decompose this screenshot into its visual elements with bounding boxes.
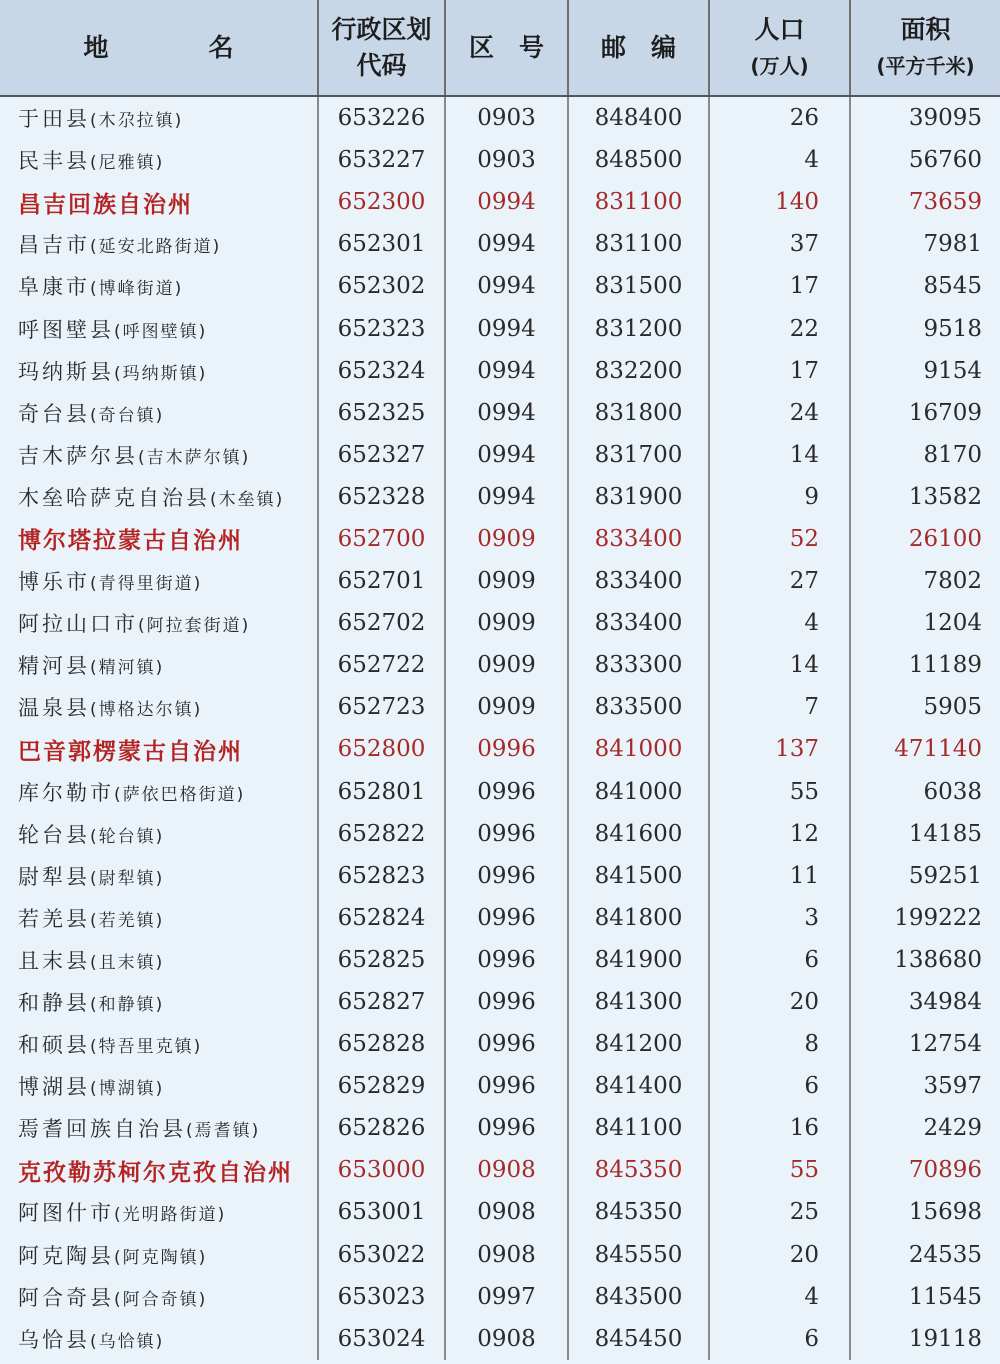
population-cell: 12 (709, 813, 850, 855)
table-row (0, 897, 1000, 939)
table-row (0, 434, 1000, 476)
area-cell: 5905 (850, 686, 1000, 728)
population-cell: 16 (709, 1107, 850, 1149)
table-row (0, 981, 1000, 1023)
seat-name: (若羌镇) (90, 910, 165, 931)
place-name: 奇台县 (18, 401, 90, 426)
admin-code-cell: 652700 (318, 518, 445, 560)
place-name: 博尔塔拉蒙古自治州 (18, 528, 243, 555)
place-name-cell (0, 350, 318, 392)
place-name-cell (0, 1065, 318, 1107)
area-code-cell: 0909 (445, 602, 568, 644)
admin-code-cell: 652327 (318, 434, 445, 476)
place-name-cell (0, 728, 318, 770)
place-name: 克孜勒苏柯尔克孜自治州 (18, 1159, 293, 1186)
seat-name: (奇台镇) (90, 405, 165, 426)
place-name: 民丰县 (18, 149, 90, 174)
admin-code-cell: 652825 (318, 939, 445, 981)
area-cell: 34984 (850, 981, 1000, 1023)
table-row (0, 644, 1000, 686)
postal-code-cell: 841100 (568, 1107, 709, 1149)
seat-name: (特吾里克镇) (90, 1037, 203, 1058)
table-row (0, 1065, 1000, 1107)
seat-name: (焉耆镇) (186, 1121, 261, 1142)
population-cell: 20 (709, 1234, 850, 1276)
postal-code-cell: 845550 (568, 1234, 709, 1276)
table-row (0, 307, 1000, 349)
table-row (0, 813, 1000, 855)
seat-name: (玛纳斯镇) (114, 363, 208, 384)
population-cell: 22 (709, 307, 850, 349)
place-name-cell (0, 602, 318, 644)
place-name-cell (0, 181, 318, 223)
postal-code-cell: 831900 (568, 476, 709, 518)
population-cell: 26 (709, 96, 850, 139)
place-name-cell (0, 307, 318, 349)
place-name: 温泉县 (18, 696, 90, 721)
place-name: 昌吉市 (18, 233, 90, 258)
population-cell: 8 (709, 1023, 850, 1065)
area-code-cell: 0908 (445, 1149, 568, 1191)
area-code-cell: 0994 (445, 265, 568, 307)
postal-code-cell: 841000 (568, 728, 709, 770)
table-row (0, 560, 1000, 602)
admin-code-cell: 652324 (318, 350, 445, 392)
seat-name: (尼雅镇) (90, 153, 165, 174)
area-cell: 8545 (850, 265, 1000, 307)
area-code-cell: 0996 (445, 1023, 568, 1065)
header-area-line-1: 面积 (900, 14, 951, 44)
postal-code-cell: 841500 (568, 855, 709, 897)
population-cell: 14 (709, 644, 850, 686)
area-code-cell: 0994 (445, 223, 568, 265)
area-code-cell: 0994 (445, 434, 568, 476)
admin-code-cell: 652301 (318, 223, 445, 265)
place-name-cell (0, 1318, 318, 1360)
seat-name: (光明路街道) (114, 1205, 227, 1226)
prefecture-row (0, 518, 1000, 560)
admin-code-cell: 653023 (318, 1276, 445, 1318)
prefecture-row (0, 728, 1000, 770)
area-cell: 11545 (850, 1276, 1000, 1318)
postal-code-cell: 833400 (568, 602, 709, 644)
admin-code-cell: 653024 (318, 1318, 445, 1360)
seat-name: (乌恰镇) (90, 1331, 165, 1352)
admin-code-cell: 652325 (318, 392, 445, 434)
area-code-cell: 0997 (445, 1276, 568, 1318)
area-code-cell: 0996 (445, 1065, 568, 1107)
header-area-code: 区 号 (445, 0, 568, 96)
area-code-cell: 0908 (445, 1318, 568, 1360)
place-name-cell (0, 644, 318, 686)
place-name-cell (0, 981, 318, 1023)
postal-code-cell: 848500 (568, 139, 709, 181)
seat-name: (青得里街道) (90, 574, 203, 595)
place-name: 若羌县 (18, 906, 90, 931)
area-cell: 199222 (850, 897, 1000, 939)
seat-name: (延安北路街道) (90, 237, 222, 258)
area-cell: 7802 (850, 560, 1000, 602)
area-cell: 16709 (850, 392, 1000, 434)
population-cell: 55 (709, 1149, 850, 1191)
area-cell: 138680 (850, 939, 1000, 981)
place-name-cell (0, 1023, 318, 1065)
seat-name: (博峰街道) (90, 279, 184, 300)
place-name-cell (0, 813, 318, 855)
postal-code-cell: 841900 (568, 939, 709, 981)
population-cell: 25 (709, 1191, 850, 1233)
table-row (0, 392, 1000, 434)
place-name: 精河县 (18, 654, 90, 679)
table-row (0, 686, 1000, 728)
seat-name: (博湖镇) (90, 1079, 165, 1100)
area-code-cell: 0996 (445, 981, 568, 1023)
area-code-cell: 0996 (445, 855, 568, 897)
admin-code-cell: 652328 (318, 476, 445, 518)
place-name-cell (0, 223, 318, 265)
population-cell: 11 (709, 855, 850, 897)
population-cell: 17 (709, 350, 850, 392)
postal-code-cell: 841000 (568, 771, 709, 813)
admin-code-cell: 652701 (318, 560, 445, 602)
area-code-cell: 0996 (445, 897, 568, 939)
postal-code-cell: 833300 (568, 644, 709, 686)
area-cell: 2429 (850, 1107, 1000, 1149)
population-cell: 7 (709, 686, 850, 728)
place-name-cell (0, 265, 318, 307)
place-name: 木垒哈萨克自治县 (18, 485, 210, 510)
seat-name: (阿拉套街道) (138, 616, 251, 637)
area-cell: 7981 (850, 223, 1000, 265)
seat-name: (阿合奇镇) (114, 1289, 208, 1310)
population-cell: 4 (709, 1276, 850, 1318)
table-row (0, 602, 1000, 644)
admin-code-cell: 652822 (318, 813, 445, 855)
area-cell: 9154 (850, 350, 1000, 392)
postal-code-cell: 833400 (568, 518, 709, 560)
seat-name: (萨依巴格街道) (114, 784, 246, 805)
place-name: 和硕县 (18, 1033, 90, 1058)
place-name: 阜康市 (18, 275, 90, 300)
population-cell: 137 (709, 728, 850, 770)
admin-code-cell: 652702 (318, 602, 445, 644)
place-name: 阿图什市 (18, 1201, 114, 1226)
admin-code-cell: 652823 (318, 855, 445, 897)
place-name-cell (0, 518, 318, 560)
population-cell: 14 (709, 434, 850, 476)
table-row (0, 350, 1000, 392)
place-name-cell (0, 1276, 318, 1318)
place-name: 昌吉回族自治州 (18, 191, 193, 218)
area-code-cell: 0994 (445, 476, 568, 518)
table-body (0, 96, 1000, 1360)
place-name-cell (0, 686, 318, 728)
table-row (0, 771, 1000, 813)
header-name-part-1: 地 (83, 32, 109, 62)
population-cell: 140 (709, 181, 850, 223)
area-cell: 13582 (850, 476, 1000, 518)
postal-code-cell: 841800 (568, 897, 709, 939)
place-name: 且末县 (18, 948, 90, 973)
area-code-cell: 0996 (445, 939, 568, 981)
population-cell: 24 (709, 392, 850, 434)
table-row (0, 1234, 1000, 1276)
table-row (0, 1191, 1000, 1233)
population-cell: 9 (709, 476, 850, 518)
postal-code-cell: 831100 (568, 181, 709, 223)
header-population-line-1: 人口 (754, 14, 805, 44)
place-name-cell (0, 476, 318, 518)
seat-name: (且末镇) (90, 952, 165, 973)
population-cell: 6 (709, 939, 850, 981)
seat-name: (和静镇) (90, 995, 165, 1016)
seat-name: (木尕拉镇) (90, 111, 184, 132)
area-code-cell: 0996 (445, 813, 568, 855)
area-cell: 39095 (850, 96, 1000, 139)
postal-code-cell: 831200 (568, 307, 709, 349)
population-cell: 20 (709, 981, 850, 1023)
population-cell: 37 (709, 223, 850, 265)
area-code-cell: 0994 (445, 392, 568, 434)
area-cell: 56760 (850, 139, 1000, 181)
area-code-cell: 0994 (445, 181, 568, 223)
place-name-cell (0, 1149, 318, 1191)
seat-name: (精河镇) (90, 658, 165, 679)
place-name: 库尔勒市 (18, 780, 114, 805)
area-cell: 73659 (850, 181, 1000, 223)
population-cell: 3 (709, 897, 850, 939)
table-row (0, 96, 1000, 139)
header-area (850, 0, 1000, 96)
population-cell: 4 (709, 602, 850, 644)
area-code-cell: 0909 (445, 560, 568, 602)
seat-name: (吉木萨尔镇) (138, 447, 251, 468)
table-row (0, 939, 1000, 981)
postal-code-cell: 831800 (568, 392, 709, 434)
header-name (0, 0, 318, 96)
admin-code-cell: 652829 (318, 1065, 445, 1107)
admin-code-cell: 652302 (318, 265, 445, 307)
table-row (0, 1023, 1000, 1065)
population-cell: 17 (709, 265, 850, 307)
area-cell: 26100 (850, 518, 1000, 560)
place-name-cell (0, 139, 318, 181)
admin-code-cell: 652723 (318, 686, 445, 728)
area-cell: 471140 (850, 728, 1000, 770)
table-row (0, 265, 1000, 307)
table-row (0, 855, 1000, 897)
place-name: 博湖县 (18, 1075, 90, 1100)
place-name-cell (0, 1191, 318, 1233)
header-code-line-2: 代码 (356, 50, 407, 80)
seat-name: (木垒镇) (210, 489, 285, 510)
postal-code-cell: 845350 (568, 1191, 709, 1233)
place-name: 阿克陶县 (18, 1243, 114, 1268)
postal-code-cell: 831100 (568, 223, 709, 265)
place-name-cell (0, 897, 318, 939)
place-name: 于田县 (18, 107, 90, 132)
header-code (318, 0, 445, 96)
area-code-cell: 0994 (445, 350, 568, 392)
admin-code-cell: 652826 (318, 1107, 445, 1149)
admin-code-cell: 652300 (318, 181, 445, 223)
admin-code-cell: 653022 (318, 1234, 445, 1276)
place-name-cell (0, 392, 318, 434)
place-name: 阿拉山口市 (18, 612, 138, 637)
postal-code-cell: 832200 (568, 350, 709, 392)
postal-code-cell: 841600 (568, 813, 709, 855)
table-row (0, 1318, 1000, 1360)
area-code-cell: 0994 (445, 307, 568, 349)
table-row (0, 223, 1000, 265)
place-name-cell (0, 560, 318, 602)
postal-code-cell: 831700 (568, 434, 709, 476)
place-name-cell (0, 434, 318, 476)
area-cell: 14185 (850, 813, 1000, 855)
area-cell: 3597 (850, 1065, 1000, 1107)
header-name-part-2: 名 (208, 32, 234, 62)
population-cell: 4 (709, 139, 850, 181)
header-population (709, 0, 850, 96)
seat-name: (阿克陶镇) (114, 1247, 208, 1268)
table-row (0, 139, 1000, 181)
admin-code-cell: 652722 (318, 644, 445, 686)
area-cell: 19118 (850, 1318, 1000, 1360)
admin-code-cell: 653226 (318, 96, 445, 139)
population-cell: 27 (709, 560, 850, 602)
table-header (0, 0, 1000, 96)
postal-code-cell: 841400 (568, 1065, 709, 1107)
postal-code-cell: 833400 (568, 560, 709, 602)
postal-code-cell: 845350 (568, 1149, 709, 1191)
area-cell: 9518 (850, 307, 1000, 349)
population-cell: 55 (709, 771, 850, 813)
area-cell: 24535 (850, 1234, 1000, 1276)
admin-code-cell: 652828 (318, 1023, 445, 1065)
place-name-cell (0, 1234, 318, 1276)
header-postal: 邮 编 (568, 0, 709, 96)
population-cell: 6 (709, 1318, 850, 1360)
place-name: 乌恰县 (18, 1327, 90, 1352)
prefecture-row (0, 181, 1000, 223)
area-code-cell: 0909 (445, 686, 568, 728)
area-code-cell: 0909 (445, 518, 568, 560)
postal-code-cell: 833500 (568, 686, 709, 728)
place-name: 阿合奇县 (18, 1285, 114, 1310)
seat-name: (尉犁镇) (90, 868, 165, 889)
place-name: 博乐市 (18, 570, 90, 595)
area-cell: 70896 (850, 1149, 1000, 1191)
postal-code-cell: 845450 (568, 1318, 709, 1360)
seat-name: (轮台镇) (90, 826, 165, 847)
postal-code-cell: 831500 (568, 265, 709, 307)
seat-name: (呼图壁镇) (114, 321, 208, 342)
area-cell: 15698 (850, 1191, 1000, 1233)
postal-code-cell: 841200 (568, 1023, 709, 1065)
seat-name: (博格达尔镇) (90, 700, 203, 721)
population-cell: 52 (709, 518, 850, 560)
place-name: 轮台县 (18, 822, 90, 847)
place-name: 玛纳斯县 (18, 359, 114, 384)
place-name: 巴音郭楞蒙古自治州 (18, 738, 243, 765)
place-name: 尉犁县 (18, 864, 90, 889)
postal-code-cell: 841300 (568, 981, 709, 1023)
area-code-cell: 0908 (445, 1191, 568, 1233)
header-population-line-2: (万人) (750, 53, 809, 78)
admin-code-cell: 652800 (318, 728, 445, 770)
area-cell: 12754 (850, 1023, 1000, 1065)
place-name: 呼图壁县 (18, 317, 114, 342)
admin-code-cell: 652827 (318, 981, 445, 1023)
area-code-cell: 0903 (445, 96, 568, 139)
header-code-line-1: 行政区划 (331, 14, 432, 44)
area-cell: 6038 (850, 771, 1000, 813)
place-name: 和静县 (18, 991, 90, 1016)
area-code-cell: 0908 (445, 1234, 568, 1276)
area-cell: 11189 (850, 644, 1000, 686)
admin-code-cell: 652824 (318, 897, 445, 939)
admin-code-cell: 653000 (318, 1149, 445, 1191)
area-code-cell: 0903 (445, 139, 568, 181)
population-cell: 6 (709, 1065, 850, 1107)
place-name-cell (0, 939, 318, 981)
table-row (0, 1276, 1000, 1318)
place-name-cell (0, 96, 318, 139)
place-name-cell (0, 1107, 318, 1149)
postal-code-cell: 843500 (568, 1276, 709, 1318)
area-code-cell: 0909 (445, 644, 568, 686)
table-row (0, 476, 1000, 518)
area-code-cell: 0996 (445, 771, 568, 813)
admin-code-cell: 653001 (318, 1191, 445, 1233)
area-code-cell: 0996 (445, 728, 568, 770)
prefecture-row (0, 1149, 1000, 1191)
admin-code-cell: 653227 (318, 139, 445, 181)
postal-code-cell: 848400 (568, 96, 709, 139)
admin-code-cell: 652323 (318, 307, 445, 349)
area-cell: 1204 (850, 602, 1000, 644)
place-name-cell (0, 771, 318, 813)
place-name-cell (0, 855, 318, 897)
area-cell: 59251 (850, 855, 1000, 897)
table-row (0, 1107, 1000, 1149)
area-cell: 8170 (850, 434, 1000, 476)
area-code-cell: 0996 (445, 1107, 568, 1149)
place-name: 焉耆回族自治县 (18, 1117, 186, 1142)
admin-code-cell: 652801 (318, 771, 445, 813)
place-name: 吉木萨尔县 (18, 443, 138, 468)
header-area-line-2: (平方千米) (876, 53, 975, 78)
